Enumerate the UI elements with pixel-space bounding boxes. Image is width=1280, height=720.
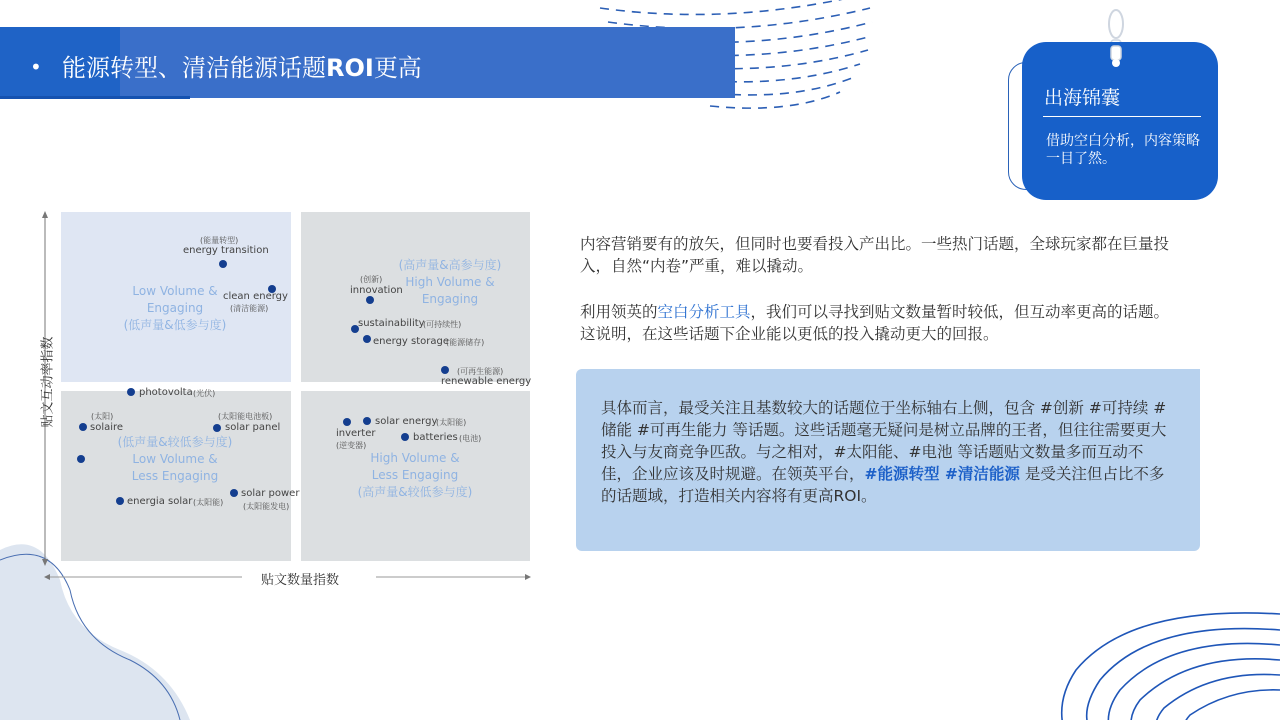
analysis-paragraph — [580, 301, 1180, 345]
point-label: solar power — [241, 488, 300, 499]
point-unlabeled — [77, 455, 85, 463]
quadrant-label-line: Low Volume & — [132, 284, 218, 298]
quadrant-label-br — [350, 450, 480, 501]
quadrant-label-tr — [390, 257, 510, 308]
tag-card-divider — [1043, 116, 1201, 117]
quadrant-label-bl — [110, 434, 240, 485]
quadrant-label-line: (高声量&高参与度) — [398, 258, 502, 272]
point-solar-energy — [363, 417, 371, 425]
point-solar-power — [230, 489, 238, 497]
analysis-text-before: 利用领英的 — [580, 303, 658, 321]
page-title — [30, 48, 422, 83]
point-energia-solar — [116, 497, 124, 505]
tag-card-text: 借助空白分析，内容策略一目了然。 — [1046, 133, 1200, 167]
point-label-cn: (太阳能发电) — [243, 502, 290, 511]
point-label-cn: (清洁能源) — [230, 304, 269, 313]
point-label-cn: (太阳能) — [193, 498, 224, 507]
point-label: solar panel — [225, 422, 281, 433]
point-label-cn: (能量转型) — [200, 236, 239, 245]
box-text-before: 具体而言，最受关注且基数较大的话题位于坐标轴右上侧，包含 #创新 #可持续 #储能 #可再生能力 等话题。这些话题毫无疑问是树立品牌的王者，但往往需要更大投入与友商竞争匹敌。与之相对，#太阳能、#电池 等话题贴文数量多而互动不佳，企业应该及时规避。在领英平台， — [601, 399, 1167, 483]
y-axis-title: 贴文互动率指数 — [40, 336, 56, 428]
point-label: innovation — [350, 285, 403, 296]
point-label: clean energy — [223, 291, 288, 302]
title-bold: ROI — [326, 54, 374, 82]
point-label: solar energy — [375, 416, 438, 427]
point-label-cn: (太阳能) — [436, 418, 467, 427]
point-label: sustainability — [358, 318, 425, 329]
point-label-cn: (太阳) — [91, 412, 114, 421]
title-suffix: 更高 — [373, 54, 422, 82]
intro-paragraph: 内容营销要有的放矢，但同时也要看投入产出比。一些热门话题，全球玩家都在巨量投入，自然“内卷”严重，难以撬动。 — [580, 235, 1170, 275]
point-photovolta — [127, 388, 135, 396]
highlight-box-text — [601, 397, 1173, 507]
title-prefix: 能源转型、清洁能源话题 — [62, 54, 326, 82]
quadrant-label-line: (低声量&低参与度) — [123, 318, 227, 332]
point-solaire — [79, 423, 87, 431]
point-label-cn: (可持续性) — [423, 320, 462, 329]
point-label: inverter — [336, 428, 376, 439]
quadrant-label-tl — [120, 283, 230, 334]
quadrant-label-line: High Volume & — [405, 275, 495, 289]
highlight-box-tab — [1180, 369, 1200, 381]
quadrant-label-line: (高声量&较低参与度) — [357, 485, 473, 499]
quadrant-label-line: Engaging — [146, 301, 204, 315]
point-label-cn: (创新) — [360, 275, 383, 284]
point-label-cn: (能源储存) — [446, 338, 485, 347]
bullet-icon: • — [30, 55, 42, 79]
point-inverter — [343, 418, 351, 426]
point-label: batteries — [413, 432, 458, 443]
point-label-cn: (太阳能电池板) — [218, 412, 273, 421]
analysis-text-after: ，我们可以寻找到贴文数量暂时较低，但互动率更高的话题。这说明，在这些话题下企业能以更低的投入撬动更大的回报。 — [580, 303, 1170, 343]
point-label-cn: (逆变器) — [336, 441, 367, 450]
point-batteries — [401, 433, 409, 441]
point-label: energy transition — [183, 245, 269, 256]
header-underline — [0, 96, 190, 99]
point-renewable-energy — [441, 366, 449, 374]
point-label: solaire — [90, 422, 124, 433]
point-label: renewable energy — [441, 376, 532, 387]
quadrant-label-line: Engaging — [421, 292, 479, 306]
quadrant-label-line: Low Volume & — [132, 452, 218, 466]
point-label: energy storage — [373, 336, 450, 347]
x-axis-title: 贴文数量指数 — [260, 573, 339, 588]
whitespace-analysis-tool-link[interactable]: 空白分析工具 — [657, 303, 751, 321]
quadrant-label-line: Less Engaging — [131, 469, 219, 483]
point-label: photovolta — [139, 387, 193, 398]
point-label-cn: (可再生能源) — [457, 367, 504, 376]
quadrant-label-line: High Volume & — [370, 451, 460, 465]
point-energy-storage — [363, 335, 371, 343]
tag-card-title: 出海锦囊 — [1044, 87, 1121, 109]
box-text-after: 是受关注但占比不多的话题域，打造相关内容将有更高ROI。 — [601, 465, 1165, 505]
point-solar-panel — [213, 424, 221, 432]
point-innovation — [366, 296, 374, 304]
point-energy-transition — [219, 260, 227, 268]
quadrant-label-line: Less Engaging — [371, 468, 459, 482]
point-label: energia solar — [127, 496, 193, 507]
box-text-emphasis: #能源转型 #清洁能源 — [864, 465, 1020, 483]
point-label-cn: (光伏) — [193, 389, 216, 398]
tag-card — [1022, 42, 1218, 200]
point-label-cn: (电池) — [459, 434, 482, 443]
quadrant-label-line: (低声量&较低参与度) — [117, 435, 233, 449]
contour-decoration — [1040, 600, 1280, 720]
